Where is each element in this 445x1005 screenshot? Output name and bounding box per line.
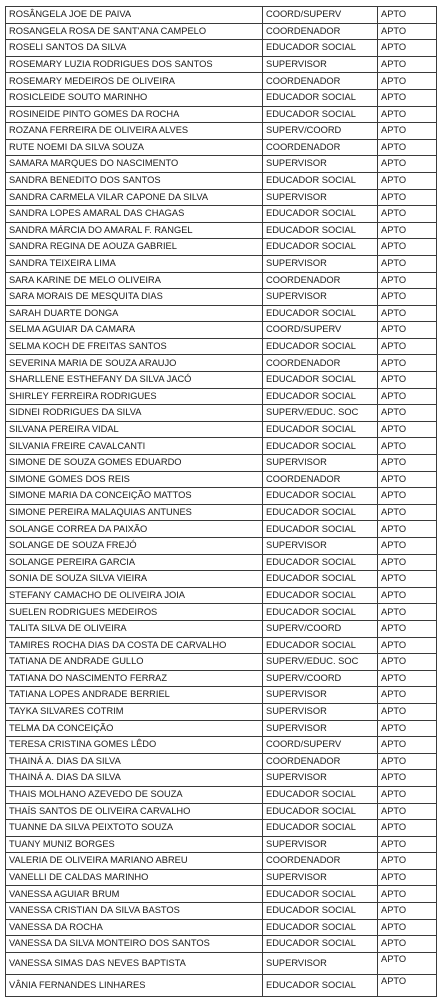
name-cell: TAYKA SILVARES COTRIM xyxy=(6,703,263,720)
status-cell: APTO xyxy=(378,488,437,505)
name-cell: RUTE NOEMI DA SILVA SOUZA xyxy=(6,139,263,156)
name-cell: SELMA AGUIAR DA CAMARA xyxy=(6,322,263,339)
role-cell: SUPERVISOR xyxy=(263,255,378,272)
name-cell: VANESSA SIMAS DAS NEVES BAPTISTA xyxy=(6,952,263,974)
role-cell: COORD/SUPERV xyxy=(263,7,378,24)
role-cell: COORD/SUPERV xyxy=(263,322,378,339)
table-row xyxy=(6,239,437,256)
table-row xyxy=(6,7,437,24)
role-cell: EDUCADOR SOCIAL xyxy=(263,936,378,953)
role-cell: COORDENADOR xyxy=(263,272,378,289)
status-cell: APTO xyxy=(378,770,437,787)
status-cell: APTO xyxy=(378,372,437,389)
table-row xyxy=(6,703,437,720)
status-cell: APTO xyxy=(378,73,437,90)
table-row xyxy=(6,820,437,837)
role-cell: EDUCADOR SOCIAL xyxy=(263,106,378,123)
role-cell: EDUCADOR SOCIAL xyxy=(263,305,378,322)
role-cell: SUPERV/COORD xyxy=(263,123,378,140)
role-cell: EDUCADOR SOCIAL xyxy=(263,172,378,189)
name-cell: VANESSA DA SILVA MONTEIRO DOS SANTOS xyxy=(6,936,263,953)
role-cell: EDUCADOR SOCIAL xyxy=(263,521,378,538)
status-cell: APTO xyxy=(378,521,437,538)
role-cell: SUPERV/EDUC. SOC xyxy=(263,654,378,671)
name-cell: TATIANA LOPES ANDRADE BERRIEL xyxy=(6,687,263,704)
name-cell: VANESSA AGUIAR BRUM xyxy=(6,886,263,903)
status-cell: APTO xyxy=(378,869,437,886)
role-cell: EDUCADOR SOCIAL xyxy=(263,40,378,57)
name-cell: SUELEN RODRIGUES MEDEIROS xyxy=(6,604,263,621)
status-cell: APTO xyxy=(378,23,437,40)
table-row xyxy=(6,438,437,455)
name-cell: TUANNE DA SILVA PEIXTOTO SOUZA xyxy=(6,820,263,837)
status-cell: APTO xyxy=(378,936,437,953)
status-cell: APTO xyxy=(378,886,437,903)
status-cell: APTO xyxy=(378,620,437,637)
role-cell: EDUCADOR SOCIAL xyxy=(263,886,378,903)
table-row xyxy=(6,421,437,438)
role-cell: SUPERVISOR xyxy=(263,836,378,853)
status-cell: APTO xyxy=(378,571,437,588)
table-row xyxy=(6,620,437,637)
table-row xyxy=(6,40,437,57)
name-cell: SAMARA MARQUES DO NASCIMENTO xyxy=(6,156,263,173)
status-cell: APTO xyxy=(378,222,437,239)
status-cell: APTO xyxy=(378,156,437,173)
name-cell: SOLANGE PEREIRA GARCIA xyxy=(6,554,263,571)
status-cell: APTO xyxy=(378,123,437,140)
status-cell: APTO xyxy=(378,206,437,223)
status-cell: APTO xyxy=(378,438,437,455)
table-row xyxy=(6,974,437,996)
status-cell: APTO xyxy=(378,820,437,837)
role-cell: SUPERVISOR xyxy=(263,189,378,206)
name-cell: TAMIRES ROCHA DIAS DA COSTA DE CARVALHO xyxy=(6,637,263,654)
table-row xyxy=(6,305,437,322)
name-cell: ROZANA FERREIRA DE OLIVEIRA ALVES xyxy=(6,123,263,140)
status-cell: APTO xyxy=(378,538,437,555)
name-cell: TALITA SILVA DE OLIVEIRA xyxy=(6,620,263,637)
status-cell: APTO xyxy=(378,853,437,870)
status-cell: APTO xyxy=(378,670,437,687)
table-row xyxy=(6,338,437,355)
role-cell: EDUCADOR SOCIAL xyxy=(263,919,378,936)
role-cell: SUPERV/EDUC. SOC xyxy=(263,405,378,422)
table-row xyxy=(6,737,437,754)
status-cell: APTO xyxy=(378,504,437,521)
role-cell: EDUCADOR SOCIAL xyxy=(263,89,378,106)
role-cell: SUPERVISOR xyxy=(263,289,378,306)
table-row xyxy=(6,139,437,156)
table-row xyxy=(6,571,437,588)
name-cell: ROSÂNGELA JOE DE PAIVA xyxy=(6,7,263,24)
role-cell: EDUCADOR SOCIAL xyxy=(263,820,378,837)
name-cell: SANDRA TEIXEIRA LIMA xyxy=(6,255,263,272)
name-cell: TELMA DA CONCEIÇÃO xyxy=(6,720,263,737)
table-row xyxy=(6,504,437,521)
table-row xyxy=(6,172,437,189)
status-cell: APTO xyxy=(378,604,437,621)
status-cell: APTO xyxy=(378,737,437,754)
table-row xyxy=(6,471,437,488)
table-row xyxy=(6,903,437,920)
name-cell: SANDRA CARMELA VILAR CAPONE DA SILVA xyxy=(6,189,263,206)
table-row xyxy=(6,670,437,687)
status-cell: APTO xyxy=(378,720,437,737)
role-cell: SUPERVISOR xyxy=(263,720,378,737)
table-row xyxy=(6,554,437,571)
name-cell: THAIS MOLHANO AZEVEDO DE SOUZA xyxy=(6,786,263,803)
status-cell: APTO xyxy=(378,803,437,820)
name-cell: TUANY MUNIZ BORGES xyxy=(6,836,263,853)
table-body xyxy=(6,7,437,997)
table-row xyxy=(6,869,437,886)
name-cell: SONIA DE SOUZA SILVA VIEIRA xyxy=(6,571,263,588)
status-cell: APTO xyxy=(378,7,437,24)
role-cell: EDUCADOR SOCIAL xyxy=(263,554,378,571)
status-cell: APTO xyxy=(378,421,437,438)
role-cell: EDUCADOR SOCIAL xyxy=(263,504,378,521)
name-cell: VANESSA CRISTIAN DA SILVA BASTOS xyxy=(6,903,263,920)
role-cell: SUPERVISOR xyxy=(263,156,378,173)
name-cell: SOLANGE DE SOUZA FREJÓ xyxy=(6,538,263,555)
role-cell: SUPERV/COORD xyxy=(263,620,378,637)
table-row xyxy=(6,106,437,123)
status-cell: APTO xyxy=(378,56,437,73)
table-row xyxy=(6,786,437,803)
role-cell: EDUCADOR SOCIAL xyxy=(263,372,378,389)
name-cell: SANDRA BENEDITO DOS SANTOS xyxy=(6,172,263,189)
name-cell: SILVANA PEREIRA VIDAL xyxy=(6,421,263,438)
status-cell: APTO xyxy=(378,255,437,272)
name-cell: THAINÁ A. DIAS DA SILVA xyxy=(6,770,263,787)
status-cell: APTO xyxy=(378,637,437,654)
name-cell: TERESA CRISTINA GOMES LÊDO xyxy=(6,737,263,754)
table-row xyxy=(6,803,437,820)
status-cell: APTO xyxy=(378,388,437,405)
table-row xyxy=(6,538,437,555)
name-cell: SEVERINA MARIA DE SOUZA ARAUJO xyxy=(6,355,263,372)
table-row xyxy=(6,488,437,505)
name-cell: SOLANGE CORREA DA PAIXÃO xyxy=(6,521,263,538)
name-cell: ROSEMARY MEDEIROS DE OLIVEIRA xyxy=(6,73,263,90)
status-cell: APTO xyxy=(378,455,437,472)
results-table xyxy=(5,6,437,997)
name-cell: STEFANY CAMACHO DE OLIVEIRA JOIA xyxy=(6,587,263,604)
table-row xyxy=(6,73,437,90)
status-cell: APTO xyxy=(378,405,437,422)
role-cell: EDUCADOR SOCIAL xyxy=(263,488,378,505)
table-row xyxy=(6,919,437,936)
name-cell: ROSELI SANTOS DA SILVA xyxy=(6,40,263,57)
status-cell: APTO xyxy=(378,239,437,256)
role-cell: EDUCADOR SOCIAL xyxy=(263,587,378,604)
role-cell: SUPERV/COORD xyxy=(263,670,378,687)
table-row xyxy=(6,405,437,422)
table-row xyxy=(6,654,437,671)
name-cell: SIMONE DE SOUZA GOMES EDUARDO xyxy=(6,455,263,472)
table-row xyxy=(6,886,437,903)
name-cell: VALERIA DE OLIVEIRA MARIANO ABREU xyxy=(6,853,263,870)
status-cell: APTO xyxy=(378,322,437,339)
status-cell: APTO xyxy=(378,919,437,936)
name-cell: SARA KARINE DE MELO OLIVEIRA xyxy=(6,272,263,289)
table-row xyxy=(6,355,437,372)
role-cell: SUPERVISOR xyxy=(263,952,378,974)
status-cell: APTO xyxy=(378,554,437,571)
table-row xyxy=(6,455,437,472)
name-cell: SIMONE PEREIRA MALAQUIAS ANTUNES xyxy=(6,504,263,521)
role-cell: COORDENADOR xyxy=(263,853,378,870)
name-cell: VANELLI DE CALDAS MARINHO xyxy=(6,869,263,886)
role-cell: SUPERVISOR xyxy=(263,687,378,704)
role-cell: SUPERVISOR xyxy=(263,455,378,472)
table-row xyxy=(6,388,437,405)
name-cell: ROSINEIDE PINTO GOMES DA ROCHA xyxy=(6,106,263,123)
name-cell: SARAH DUARTE DONGA xyxy=(6,305,263,322)
role-cell: COORDENADOR xyxy=(263,753,378,770)
table-row xyxy=(6,89,437,106)
status-cell: APTO xyxy=(378,753,437,770)
role-cell: SUPERVISOR xyxy=(263,770,378,787)
name-cell: SARA MORAIS DE MESQUITA DIAS xyxy=(6,289,263,306)
name-cell: VANESSA DA ROCHA xyxy=(6,919,263,936)
table-row xyxy=(6,936,437,953)
status-cell: APTO xyxy=(378,272,437,289)
name-cell: SIMONE GOMES DOS REIS xyxy=(6,471,263,488)
status-cell: APTO xyxy=(378,703,437,720)
name-cell: TATIANA DE ANDRADE GULLO xyxy=(6,654,263,671)
status-cell: APTO xyxy=(378,106,437,123)
table-row xyxy=(6,123,437,140)
table-row xyxy=(6,255,437,272)
status-cell: APTO xyxy=(378,587,437,604)
status-cell: APTO xyxy=(378,654,437,671)
table-row xyxy=(6,637,437,654)
table-row xyxy=(6,289,437,306)
name-cell: SANDRA LOPES AMARAL DAS CHAGAS xyxy=(6,206,263,223)
name-cell: VÂNIA FERNANDES LINHARES xyxy=(6,974,263,996)
name-cell: SIMONE MARIA DA CONCEIÇÃO MATTOS xyxy=(6,488,263,505)
role-cell: EDUCADOR SOCIAL xyxy=(263,903,378,920)
name-cell: SANDRA REGINA DE AOUZA GABRIEL xyxy=(6,239,263,256)
table-row xyxy=(6,189,437,206)
role-cell: EDUCADOR SOCIAL xyxy=(263,438,378,455)
role-cell: SUPERVISOR xyxy=(263,869,378,886)
table-row xyxy=(6,770,437,787)
table-row xyxy=(6,587,437,604)
role-cell: EDUCADOR SOCIAL xyxy=(263,239,378,256)
table-row xyxy=(6,222,437,239)
table-row xyxy=(6,521,437,538)
table-row xyxy=(6,272,437,289)
table-row xyxy=(6,952,437,974)
role-cell: EDUCADOR SOCIAL xyxy=(263,206,378,223)
role-cell: EDUCADOR SOCIAL xyxy=(263,786,378,803)
status-cell: APTO xyxy=(378,952,437,974)
status-cell: APTO xyxy=(378,786,437,803)
status-cell: APTO xyxy=(378,338,437,355)
role-cell: EDUCADOR SOCIAL xyxy=(263,338,378,355)
status-cell: APTO xyxy=(378,355,437,372)
table-row xyxy=(6,853,437,870)
table-row xyxy=(6,56,437,73)
role-cell: COORD/SUPERV xyxy=(263,737,378,754)
status-cell: APTO xyxy=(378,189,437,206)
table-row xyxy=(6,322,437,339)
name-cell: THAINÁ A. DIAS DA SILVA xyxy=(6,753,263,770)
status-cell: APTO xyxy=(378,139,437,156)
status-cell: APTO xyxy=(378,40,437,57)
role-cell: COORDENADOR xyxy=(263,355,378,372)
name-cell: ROSICLEIDE SOUTO MARINHO xyxy=(6,89,263,106)
name-cell: TATIANA DO NASCIMENTO FERRAZ xyxy=(6,670,263,687)
name-cell: THAÍS SANTOS DE OLIVEIRA CARVALHO xyxy=(6,803,263,820)
role-cell: EDUCADOR SOCIAL xyxy=(263,421,378,438)
role-cell: COORDENADOR xyxy=(263,23,378,40)
role-cell: COORDENADOR xyxy=(263,73,378,90)
table-row xyxy=(6,23,437,40)
role-cell: SUPERVISOR xyxy=(263,538,378,555)
status-cell: APTO xyxy=(378,172,437,189)
status-cell: APTO xyxy=(378,289,437,306)
name-cell: SHIRLEY FERREIRA RODRIGUES xyxy=(6,388,263,405)
table-row xyxy=(6,604,437,621)
table-row xyxy=(6,206,437,223)
status-cell: APTO xyxy=(378,471,437,488)
role-cell: COORDENADOR xyxy=(263,471,378,488)
status-cell: APTO xyxy=(378,836,437,853)
role-cell: EDUCADOR SOCIAL xyxy=(263,388,378,405)
role-cell: EDUCADOR SOCIAL xyxy=(263,974,378,996)
name-cell: SHARLLENE ESTHEFANY DA SILVA JACÓ xyxy=(6,372,263,389)
name-cell: SANDRA MÁRCIA DO AMARAL F. RANGEL xyxy=(6,222,263,239)
name-cell: SELMA KOCH DE FREITAS SANTOS xyxy=(6,338,263,355)
name-cell: SIDNEI RODRIGUES DA SILVA xyxy=(6,405,263,422)
table-row xyxy=(6,372,437,389)
role-cell: COORDENADOR xyxy=(263,139,378,156)
role-cell: SUPERVISOR xyxy=(263,703,378,720)
status-cell: APTO xyxy=(378,89,437,106)
table-row xyxy=(6,687,437,704)
role-cell: EDUCADOR SOCIAL xyxy=(263,803,378,820)
table-row xyxy=(6,720,437,737)
name-cell: ROSEMARY LUZIA RODRIGUES DOS SANTOS xyxy=(6,56,263,73)
status-cell: APTO xyxy=(378,903,437,920)
table-row xyxy=(6,753,437,770)
role-cell: EDUCADOR SOCIAL xyxy=(263,637,378,654)
name-cell: SILVANIA FREIRE CAVALCANTI xyxy=(6,438,263,455)
status-cell: APTO xyxy=(378,305,437,322)
status-cell: APTO xyxy=(378,974,437,996)
name-cell: ROSANGELA ROSA DE SANT'ANA CAMPELO xyxy=(6,23,263,40)
status-cell: APTO xyxy=(378,687,437,704)
role-cell: EDUCADOR SOCIAL xyxy=(263,604,378,621)
table-row xyxy=(6,836,437,853)
role-cell: EDUCADOR SOCIAL xyxy=(263,222,378,239)
table-row xyxy=(6,156,437,173)
role-cell: EDUCADOR SOCIAL xyxy=(263,571,378,588)
role-cell: SUPERVISOR xyxy=(263,56,378,73)
